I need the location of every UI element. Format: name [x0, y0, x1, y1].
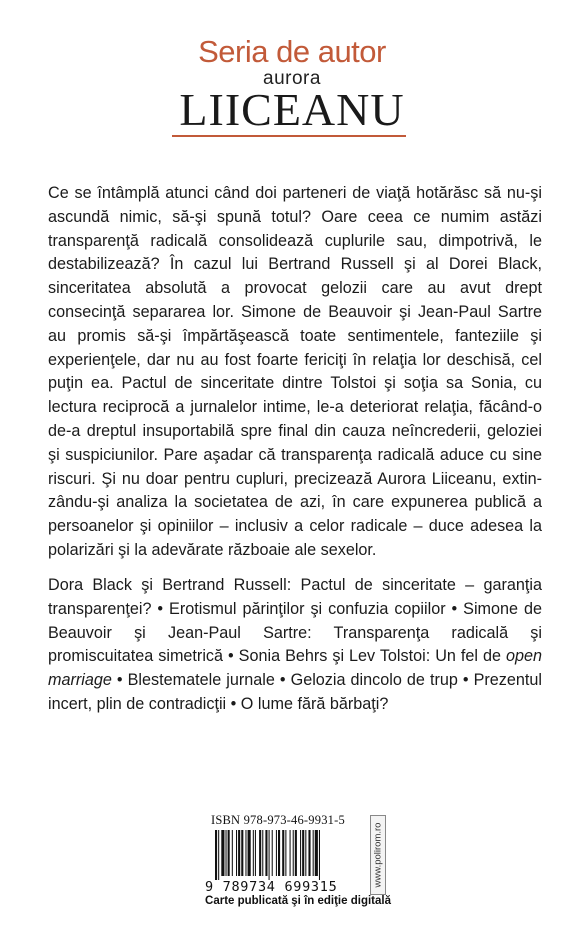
barcode-bar	[285, 830, 286, 876]
barcode-bar	[295, 830, 297, 876]
publisher-url: www.polirom.ro	[372, 822, 384, 888]
barcode-bar	[272, 830, 273, 876]
barcode-bar	[248, 830, 251, 876]
barcode-bar	[300, 830, 301, 876]
barcode-bar	[313, 830, 314, 876]
barcode-bar	[218, 830, 219, 880]
barcode-bar	[232, 830, 233, 876]
barcode-bar	[241, 830, 243, 876]
isbn-label: ISBN 978-973-46-9931-5	[211, 813, 345, 827]
contents-list	[48, 574, 542, 717]
header-divider	[172, 135, 406, 137]
barcode-bar	[245, 830, 246, 876]
barcode-bar	[262, 830, 263, 876]
contents-italic-phrase: open marriage	[48, 647, 542, 690]
publisher-url-box	[370, 815, 386, 895]
barcode-bar	[319, 830, 320, 880]
barcode-bar	[308, 830, 310, 876]
series-header	[0, 34, 584, 144]
barcode-bar	[276, 830, 277, 876]
author-last-name: LIICEANU	[179, 84, 405, 135]
barcode-bar	[269, 830, 270, 880]
barcode-bar	[278, 830, 280, 876]
barcode-bar	[315, 830, 318, 876]
barcode-digits: 9 789734 699315	[205, 879, 338, 895]
barcode-bar	[282, 830, 284, 876]
barcode-bar	[293, 830, 294, 876]
author-first-name: aurora	[263, 68, 321, 89]
barcode-bar	[265, 830, 267, 876]
barcode-bar	[302, 830, 304, 876]
barcode-bar	[259, 830, 261, 876]
barcode-bar	[236, 830, 237, 876]
barcode-bar	[253, 830, 254, 876]
barcode-bar	[238, 830, 240, 876]
barcode-bar	[221, 830, 224, 876]
contents-text-end: • Blestematele jurnale • Gelozia dincolo de trup • Prezentul incert, plin de contradicţii • O lume fără bărbaţi?	[48, 671, 542, 713]
contents-text-start: Dora Black şi Bertrand Russell: Pactul de sinceritate – garanţia transparenţei? • Erotismul părinţilor şi confuzia copiilor • Simone de Beauvoir şi Jean-Paul Sartre: Transparenţa radicală şi promiscuitatea simetrică • Sonia Behrs şi Lev Tolstoi: Un fel de	[48, 576, 542, 666]
digital-edition-note: Carte publicată şi în ediţie digitală	[205, 895, 391, 907]
barcode-bar	[255, 830, 256, 876]
barcode-bar	[290, 830, 291, 876]
book-blurb: Ce se întâmplă atunci când doi parteneri de viaţă hotărăsc să nu-şi ascundă nimic, să-şi spună totul? Oare ceea ce numim astăzi transparenţă radicală consolidează cuplurile sau, dimpotrivă, le destabilizează? În cazul lui Bertrand Russell şi al Dorei Black, sinceritatea absolută a provocat gelozii care au avut drept consecinţă separarea lor. Simone de Beauvoir şi Jean-Paul Sartre au promis să-şi împărtăşească toate sentimentele, fanteziile şi experienţele, dar nu au fost foarte fericiţi în relaţia lor deschisă, cel puţin ea. Pactul de sinceritate dintre Tolstoi şi soţia sa Sonia, cu lectura reciprocă a jurnalelor intime, le-a deteriorat relaţia, făcând-o de-a dreptul insuportabilă spre final din cauza neîncrederii, geloziei şi suspiciunilor. Pare aşadar că transparenţa radicală aduce cu sine riscuri. Şi nu doar pentru cupluri, precizează Aurora Liiceanu, extinzându-şi analiza la societatea de azi, în care expunerea publică a persoanelor şi opiniilor – inclusiv a celor radicale – duce adesea la polarizări şi la adevărate războaie ale sexelor.	[48, 184, 542, 559]
barcode-bar	[215, 830, 217, 880]
barcode-image	[205, 830, 365, 880]
barcode-bar	[305, 830, 306, 876]
barcode-bar	[228, 830, 230, 876]
barcode-bar	[226, 830, 227, 876]
series-title: Seria de autor	[198, 34, 386, 69]
